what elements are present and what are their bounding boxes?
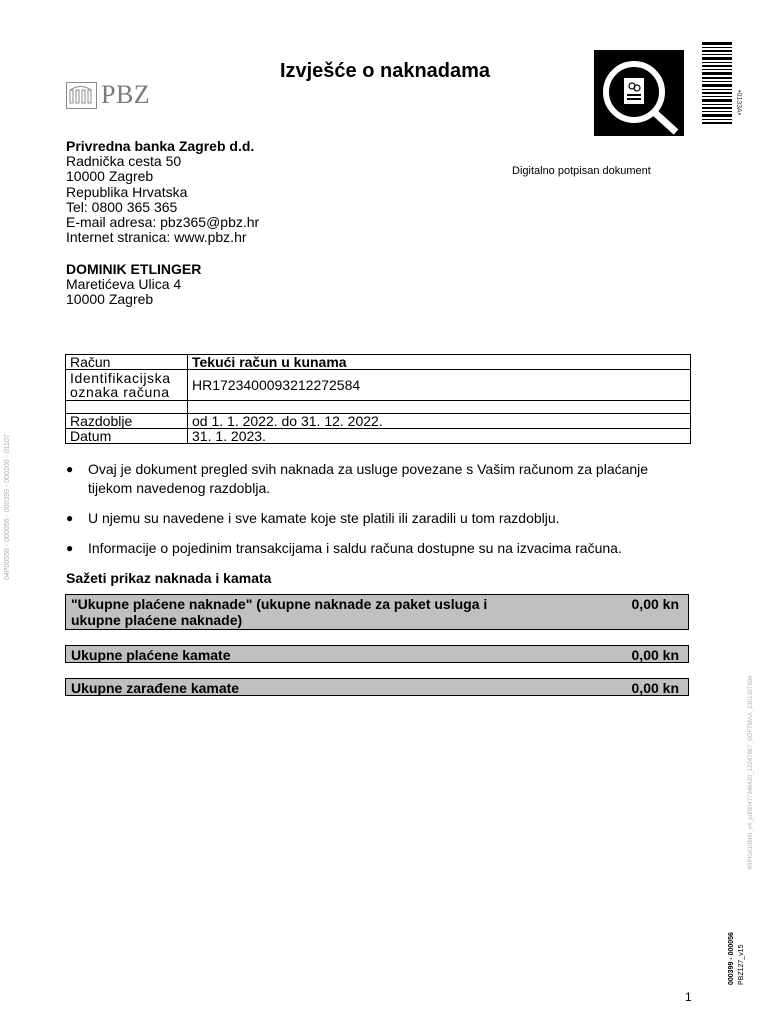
bank-phone: Tel: 0800 365 365 [66,198,178,215]
info-bullet-list [66,460,676,569]
client-street: Maretićeva Ulica 4 [66,276,182,293]
bank-website: Internet stranica: www.pbz.hr [66,229,247,246]
summary-title: Sažeti prikaz naknada i kamata [66,570,272,586]
right-margin-code: 4RPI0A10665_v4_pdf80477346420_12247867_SOFTMAX_230130789# [748,675,754,870]
bank-street: Radnička cesta 50 [66,153,182,170]
digital-signature-note: Digitalno potpisan dokument [512,165,651,177]
bank-address-block [66,139,259,245]
bullet-text: Informacije o pojedinim transakcijama i saldu računa dostupne su na izvacima računa. [88,540,622,556]
summary-label: Ukupne plaćene kamate [71,647,231,663]
table-cell-key: Identifikacijska oznaka računa [66,370,188,401]
client-name: DOMINIK ETLINGER [66,261,202,277]
summary-row-earned-interest [65,678,689,696]
bank-email: E-mail adresa: pbz365@pbz.hr [66,214,260,231]
bank-name: Privredna banka Zagreb d.d. [66,138,255,154]
client-city: 10000 Zagreb [66,291,154,308]
summary-amount: 0,00 kn [631,680,679,696]
list-item [66,509,676,528]
pbz-logo-mark-icon [66,82,97,109]
summary-row-total-fees [65,594,689,630]
table-cell-key: Račun [66,355,188,370]
bank-country: Republika Hrvatska [66,183,188,200]
barcode-code: •0133A• [735,90,742,116]
client-address-block [66,262,201,308]
table-row [66,429,691,444]
bank-city: 10000 Zagreb [66,168,154,185]
bullet-icon: ● [66,462,74,476]
right-margin-bold-code: 000399 - 000056 [728,932,735,985]
document-search-icon [594,50,684,136]
summary-amount: 0,00 kn [631,596,679,612]
summary-amount: 0,00 kn [631,647,679,663]
summary-label: Ukupne zarađene kamate [71,680,240,696]
pbz-logo [66,80,161,110]
table-row [66,355,691,370]
form-version-code: PBZ127_v15 [738,944,745,985]
table-cell-value: HR1723400093212272584 [188,370,691,401]
list-item [66,539,676,558]
table-row [66,401,691,414]
table-cell-key: Datum [66,429,188,444]
pbz-logo-text: PBZ [101,80,151,109]
table-cell-key [66,401,188,414]
table-row [66,414,691,429]
bullet-text: Ovaj je dokument pregled svih naknada za usluge povezane s Vašim računom za plaćanje tijekom navedenog razdoblja. [88,461,649,496]
table-cell-value: 31. 1. 2023. [188,429,691,444]
table-cell-key: Razdoblje [66,414,188,429]
list-item [66,460,676,498]
bullet-icon: ● [66,541,74,555]
page-number: 1 [685,990,692,1004]
barcode-icon [702,42,732,124]
summary-row-paid-interest [65,645,689,663]
summary-label: "Ukupne plaćene naknade" (ukupne naknade za paket usluga i ukupne plaćene naknade) [71,596,488,628]
bullet-text: U njemu su navedene i sve kamate koje ste platili ili zaradili u tom razdoblju. [88,510,560,526]
table-cell-value [188,401,691,414]
bullet-icon: ● [66,511,74,525]
table-cell-value: Tekući račun u kunama [188,355,691,370]
left-margin-code: 04P00558 - 000056 - 000399 - 000200 - 01107 [4,434,11,580]
table-row [66,370,691,401]
account-info-table [65,354,691,444]
table-cell-value: od 1. 1. 2022. do 31. 12. 2022. [188,414,691,429]
document-title: Izvješće o naknadama [279,60,491,82]
